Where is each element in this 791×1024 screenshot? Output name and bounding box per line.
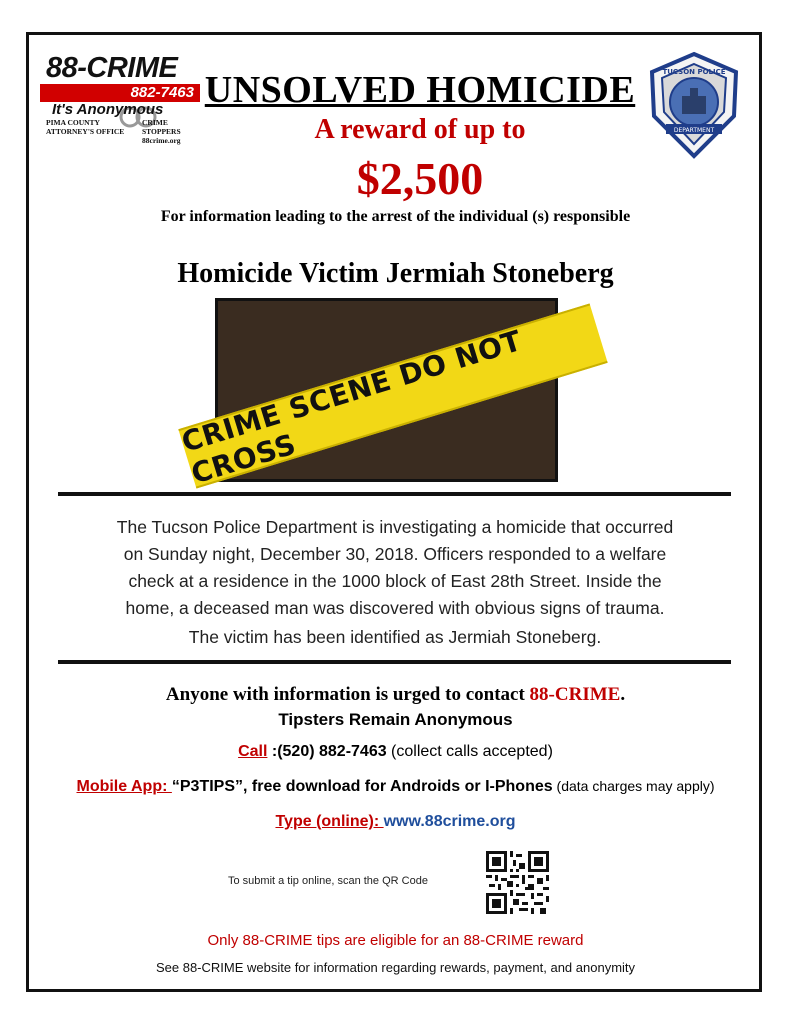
- logo-brand: 88-CRIME: [46, 52, 178, 84]
- reward-amount: $2,500: [356, 153, 484, 204]
- crime-scene-photo: [177, 298, 558, 491]
- reward-line: A reward of up to: [314, 114, 526, 145]
- logo-org2-line2: 88crime.org: [142, 136, 181, 145]
- body-line-2: on Sunday night, December 30, 2018. Officers responded to a welfare: [123, 544, 667, 564]
- logo-org1-line2: ATTORNEY'S OFFICE: [46, 127, 125, 136]
- body-line-4: home, a deceased man was discovered with obvious signs of trauma.: [125, 598, 665, 618]
- crime-scene-tape: [177, 303, 607, 491]
- logo-org1-line1: PIMA COUNTY: [46, 118, 100, 127]
- qr-instructions: To submit a tip online, scan the QR Code: [228, 875, 428, 887]
- mobile-label: Mobile App:: [76, 778, 172, 795]
- website-info-note: See 88-CRIME website for information regarding rewards, payment, and anonymity: [155, 960, 636, 975]
- page-title: UNSOLVED HOMICIDE: [204, 69, 636, 111]
- body-line-3: check at a residence in the 1000 block of East 28th Street. Inside the: [128, 571, 662, 591]
- body-line-1: The Tucson Police Department is investigating a homicide that occurred: [116, 517, 674, 537]
- divider-top: [58, 492, 731, 496]
- 88-crime-logo: [38, 52, 202, 145]
- logo-tagline: It's Anonymous: [52, 101, 164, 118]
- victim-identified: The victim has been identified as Jermiah Stoneberg.: [188, 627, 602, 647]
- tipsters-line: Tipsters Remain Anonymous: [278, 710, 513, 729]
- urge-brand: 88-CRIME: [529, 684, 621, 705]
- urge-prefix: Anyone with information is urged to contact: [165, 684, 530, 705]
- body-paragraph: [70, 514, 720, 622]
- mobile-app-name: “P3TIPS”, free download for Androids or I-Phones: [171, 778, 553, 795]
- website-link[interactable]: www.88crime.org: [383, 813, 516, 830]
- type-line: [0, 813, 791, 831]
- urge-line: [0, 684, 791, 706]
- logo-phone: 882-7463: [40, 84, 200, 102]
- eligibility-note: Only 88-CRIME tips are eligible for an 88-CRIME reward: [207, 932, 584, 949]
- call-note: (collect calls accepted): [386, 743, 553, 760]
- for-info-line: For information leading to the arrest of the individual (s) responsible: [160, 208, 631, 225]
- urge-suffix: .: [620, 684, 626, 705]
- mobile-note: (data charges may apply): [552, 778, 715, 794]
- mobile-line: [0, 778, 791, 796]
- type-label: Type (online):: [275, 813, 384, 830]
- logo-org2-line1: CRIME STOPPERS: [142, 118, 181, 136]
- call-line: [0, 743, 791, 761]
- badge-top-text: TUCSON POLICE: [662, 68, 726, 76]
- victim-heading: Homicide Victim Jermiah Stoneberg: [177, 258, 614, 289]
- tucson-police-badge: [646, 52, 742, 160]
- tape-text: CRIME SCENE DO NOT CROSS: [177, 323, 526, 491]
- qr-code-icon[interactable]: [486, 851, 549, 914]
- divider-bottom: [58, 660, 731, 664]
- call-label: Call: [238, 743, 268, 760]
- badge-bottom-text: DEPARTMENT: [673, 127, 715, 134]
- call-number[interactable]: :(520) 882-7463: [267, 743, 387, 760]
